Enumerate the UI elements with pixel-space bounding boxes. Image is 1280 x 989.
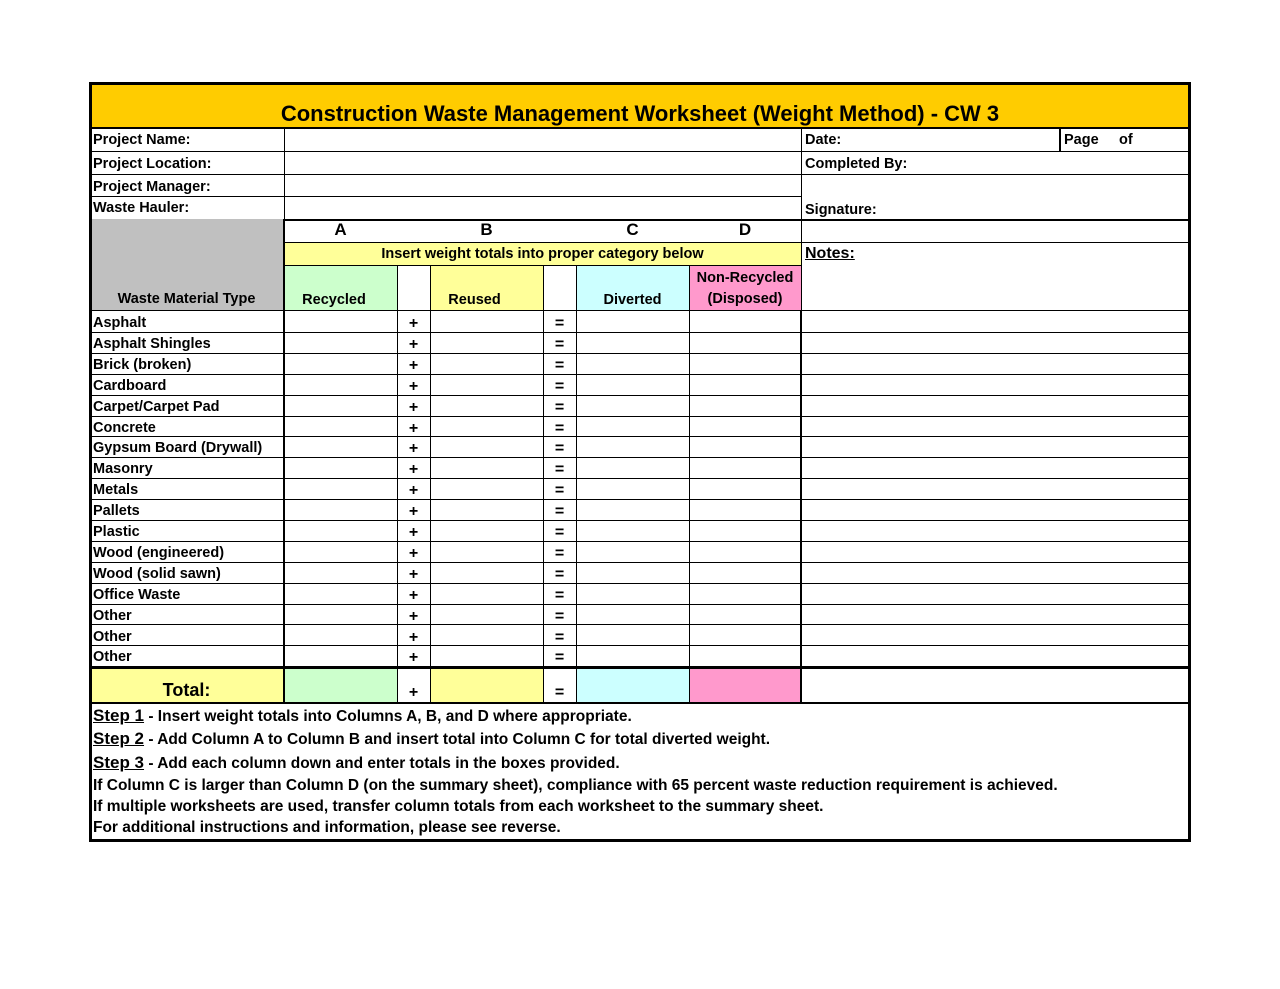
diverted-input[interactable] — [577, 437, 689, 456]
equals-sign: = — [554, 315, 565, 332]
material-name: Asphalt Shingles — [93, 336, 211, 352]
recycled-input[interactable] — [285, 396, 397, 415]
reused-input[interactable] — [431, 584, 543, 603]
project-name-label: Project Name: — [93, 132, 191, 148]
recycled-input[interactable] — [285, 479, 397, 498]
signature-label: Signature: — [805, 202, 877, 218]
column-c-letter: C — [626, 220, 639, 239]
material-name: Pallets — [93, 503, 140, 519]
reused-input[interactable] — [431, 500, 543, 519]
waste-material-type-header: Waste Material Type — [117, 291, 256, 307]
plus-sign: + — [408, 440, 419, 457]
row-notes-input[interactable] — [803, 542, 1189, 561]
plus-sign: + — [408, 357, 419, 374]
page-of-label: of — [1119, 132, 1133, 148]
row-notes-input[interactable] — [803, 584, 1189, 603]
disposed-input[interactable] — [690, 626, 800, 645]
diverted-input[interactable] — [577, 563, 689, 582]
material-name: Carpet/Carpet Pad — [93, 399, 220, 415]
plus-sign: + — [408, 399, 419, 416]
completed-by-field[interactable] — [909, 152, 1189, 174]
recycled-input[interactable] — [285, 521, 397, 540]
material-name: Brick (broken) — [93, 357, 192, 373]
row-notes-input[interactable] — [803, 333, 1189, 352]
plus-sign: + — [408, 545, 419, 562]
diverted-input[interactable] — [577, 479, 689, 498]
step-3-label: Step 3 — [93, 753, 145, 772]
step-2-label: Step 2 — [93, 729, 145, 748]
compliance-note: If Column C is larger than Column D (on the summary sheet), compliance with 65 percent waste reduction requirement is achieved. — [93, 777, 1058, 794]
disposed-input[interactable] — [690, 584, 800, 603]
diverted-input[interactable] — [577, 542, 689, 561]
diverted-input[interactable] — [577, 333, 689, 352]
step-1-text: - Insert weight totals into Columns A, B, and D where appropriate. — [144, 708, 632, 725]
material-name: Gypsum Board (Drywall) — [93, 440, 263, 456]
date-field[interactable] — [849, 129, 1059, 151]
equals-sign: = — [554, 587, 565, 604]
column-a-letter: A — [334, 220, 347, 239]
non-recycled-header: Non-Recycled — [696, 270, 794, 286]
diverted-input[interactable] — [577, 312, 689, 331]
instruction-text: Insert weight totals into proper category below — [381, 246, 704, 262]
divider — [802, 242, 1191, 243]
equals-sign: = — [554, 608, 565, 625]
reused-input[interactable] — [431, 458, 543, 477]
equals-sign: = — [554, 440, 565, 457]
reused-header: Reused — [448, 292, 501, 308]
diverted-input[interactable] — [577, 605, 689, 624]
disposed-input[interactable] — [690, 417, 800, 436]
diverted-input[interactable] — [577, 521, 689, 540]
plus-sign: + — [408, 461, 419, 478]
waste-hauler-field[interactable] — [285, 197, 801, 219]
equals-sign: = — [554, 420, 565, 437]
divider — [801, 128, 802, 311]
reused-input[interactable] — [431, 563, 543, 582]
material-name: Other — [93, 629, 132, 645]
material-name: Wood (engineered) — [93, 545, 225, 561]
material-name: Plastic — [93, 524, 140, 540]
diverted-input[interactable] — [577, 500, 689, 519]
row-notes-input[interactable] — [803, 375, 1189, 394]
plus-sign: + — [408, 336, 419, 353]
total-equals-sign: = — [554, 684, 565, 701]
diverted-input[interactable] — [577, 626, 689, 645]
recycled-input[interactable] — [285, 437, 397, 456]
project-name-field[interactable] — [285, 129, 801, 151]
divider — [284, 242, 801, 243]
row-notes-input[interactable] — [803, 563, 1189, 582]
plus-sign: + — [408, 649, 419, 666]
disposed-input[interactable] — [690, 542, 800, 561]
recycled-input[interactable] — [285, 626, 397, 645]
material-name: Wood (solid sawn) — [93, 566, 221, 582]
step-3-text: - Add each column down and enter totals in the boxes provided. — [144, 755, 620, 772]
reused-input[interactable] — [431, 312, 543, 331]
plus-sign: + — [408, 420, 419, 437]
diverted-input[interactable] — [577, 584, 689, 603]
row-notes-input[interactable] — [803, 605, 1189, 624]
step-2-text: - Add Column A to Column B and insert total into Column C for total diverted weight. — [144, 731, 771, 748]
worksheet — [89, 82, 1191, 842]
row-notes-input[interactable] — [803, 396, 1189, 415]
step-2 — [93, 730, 770, 749]
total-plus-sign: + — [408, 684, 419, 701]
diverted-input[interactable] — [577, 354, 689, 373]
recycled-input[interactable] — [285, 458, 397, 477]
recycled-input[interactable] — [285, 646, 397, 665]
disposed-input[interactable] — [690, 563, 800, 582]
recycled-input[interactable] — [285, 584, 397, 603]
material-name: Office Waste — [93, 587, 181, 603]
step-1-label: Step 1 — [93, 706, 145, 725]
material-name: Cardboard — [93, 378, 167, 394]
waste-hauler-label: Waste Hauler: — [93, 200, 190, 216]
recycled-input[interactable] — [285, 500, 397, 519]
recycled-input[interactable] — [285, 417, 397, 436]
step-1 — [93, 707, 632, 726]
recycled-input[interactable] — [285, 375, 397, 394]
disposed-input[interactable] — [690, 396, 800, 415]
disposed-input[interactable] — [690, 521, 800, 540]
project-location-label: Project Location: — [93, 156, 212, 172]
diverted-input[interactable] — [577, 646, 689, 665]
disposed-input[interactable] — [690, 458, 800, 477]
column-b-letter: B — [480, 220, 493, 239]
diverted-input[interactable] — [577, 396, 689, 415]
reused-input[interactable] — [431, 626, 543, 645]
material-name: Other — [93, 649, 132, 665]
diverted-input[interactable] — [577, 375, 689, 394]
material-name: Concrete — [93, 420, 156, 436]
material-name: Asphalt — [93, 315, 147, 331]
row-notes-input[interactable] — [803, 458, 1189, 477]
diverted-header: Diverted — [603, 292, 662, 308]
reused-input[interactable] — [431, 333, 543, 352]
worksheet-title: Construction Waste Management Worksheet (Weight Method) - CW 3 — [280, 101, 1000, 126]
reused-input[interactable] — [431, 479, 543, 498]
equals-sign: = — [554, 524, 565, 541]
reused-input[interactable] — [431, 605, 543, 624]
total-notes-cell[interactable] — [803, 669, 1189, 702]
reused-input[interactable] — [431, 646, 543, 665]
plus-sign: + — [408, 315, 419, 332]
plus-sign: + — [408, 566, 419, 583]
disposed-input[interactable] — [690, 605, 800, 624]
disposed-input[interactable] — [690, 354, 800, 373]
row-notes-input[interactable] — [803, 521, 1189, 540]
equals-sign: = — [554, 629, 565, 646]
equals-sign: = — [554, 482, 565, 499]
equals-sign: = — [554, 649, 565, 666]
divider — [89, 702, 1191, 704]
recycled-input[interactable] — [285, 563, 397, 582]
equals-sign: = — [554, 545, 565, 562]
multiple-worksheets-note: If multiple worksheets are used, transfer column totals from each worksheet to the summary sheet. — [93, 798, 824, 815]
plus-sign: + — [408, 482, 419, 499]
disposed-input[interactable] — [690, 333, 800, 352]
row-notes-input[interactable] — [803, 437, 1189, 456]
reused-input[interactable] — [431, 396, 543, 415]
material-name: Metals — [93, 482, 139, 498]
disposed-input[interactable] — [690, 479, 800, 498]
diverted-input[interactable] — [577, 458, 689, 477]
signature-field[interactable] — [884, 175, 1189, 219]
recycled-input[interactable] — [285, 354, 397, 373]
recycled-input[interactable] — [285, 333, 397, 352]
disposed-input[interactable] — [690, 375, 800, 394]
row-divider — [89, 666, 1191, 667]
equals-sign: = — [554, 399, 565, 416]
additional-info-note: For additional instructions and information, please see reverse. — [93, 819, 561, 836]
equals-sign: = — [554, 336, 565, 353]
equals-sign: = — [554, 566, 565, 583]
disposed-input[interactable] — [690, 500, 800, 519]
column-d-letter: D — [738, 220, 752, 239]
plus-sign: + — [408, 524, 419, 541]
completed-by-label: Completed By: — [805, 156, 908, 172]
equals-sign: = — [554, 461, 565, 478]
project-manager-label: Project Manager: — [93, 179, 211, 195]
plus-sign: + — [408, 503, 419, 520]
reused-input[interactable] — [431, 354, 543, 373]
reused-input[interactable] — [431, 375, 543, 394]
plus-sign: + — [408, 629, 419, 646]
equals-sign: = — [554, 503, 565, 520]
page-label: Page — [1064, 132, 1099, 148]
recycled-header: Recycled — [302, 292, 366, 308]
reused-input[interactable] — [431, 542, 543, 561]
disposed-input[interactable] — [690, 312, 800, 331]
project-manager-field[interactable] — [285, 175, 801, 196]
recycled-input[interactable] — [285, 542, 397, 561]
reused-input[interactable] — [431, 417, 543, 436]
reused-input[interactable] — [431, 521, 543, 540]
notes-label: Notes: — [805, 245, 855, 262]
row-notes-input[interactable] — [803, 626, 1189, 645]
row-notes-input[interactable] — [803, 312, 1189, 331]
equals-sign: = — [554, 378, 565, 395]
row-notes-input[interactable] — [803, 417, 1189, 436]
diverted-input[interactable] — [577, 417, 689, 436]
material-name: Other — [93, 608, 132, 624]
disposed-input[interactable] — [690, 646, 800, 665]
disposed-input[interactable] — [690, 437, 800, 456]
row-notes-input[interactable] — [803, 646, 1189, 665]
row-notes-input[interactable] — [803, 479, 1189, 498]
plus-sign: + — [408, 378, 419, 395]
divider — [1059, 128, 1061, 152]
disposed-header: (Disposed) — [707, 291, 783, 307]
recycled-input[interactable] — [285, 312, 397, 331]
equals-sign: = — [554, 357, 565, 374]
plus-sign: + — [408, 608, 419, 625]
recycled-input[interactable] — [285, 605, 397, 624]
project-location-field[interactable] — [285, 152, 801, 174]
plus-sign: + — [408, 587, 419, 604]
row-notes-input[interactable] — [803, 500, 1189, 519]
date-label: Date: — [805, 132, 842, 148]
total-label: Total: — [162, 680, 211, 700]
step-3 — [93, 754, 620, 773]
material-name: Masonry — [93, 461, 153, 477]
reused-input[interactable] — [431, 437, 543, 456]
row-notes-input[interactable] — [803, 354, 1189, 373]
